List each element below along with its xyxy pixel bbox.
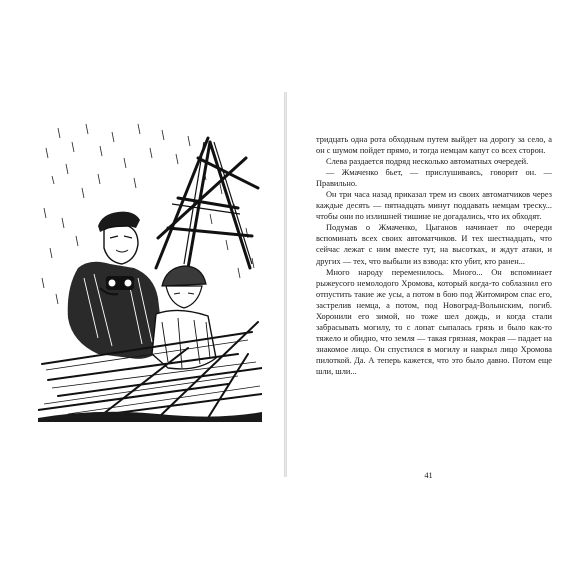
paragraph: — Жмаченко бьет, — прислушиваясь, говорит он. — Правильно. <box>316 168 552 189</box>
body-text <box>316 134 552 377</box>
paragraph: Подумав о Жмаченко, Цыганов начинает по очереди вспоминать всех своих автоматчиков. И тех шестнадцать, что сейчас лежат с ним вместе тут, на высотках, и ждут атаки, и других — тех, что выбыли из взвода: кто убит, кто ранен... <box>316 223 552 266</box>
right-page <box>287 92 570 480</box>
paragraph: Он три часа назад приказал трем из своих автоматчиков через каждые десять — пятнадцать минут поддавать немцам треску... чтобы они по излишней тишине не догадались, что их обходят. <box>316 190 552 222</box>
paragraph: тридцать одна рота обходным путем выйдет на дорогу за село, а он с шумом пойдет прямо, и тогда немцам капут со всех сторон. <box>316 135 552 156</box>
illustration-drawing <box>38 118 262 422</box>
paragraph: Много народу переменилось. Много... Он вспоминает рыжеусого немолодого Хромова, который когда-то соблазнил его отпустить такие же усы, а потом в бою под Житомиром спас его, застрелив немца, а потом, под Новоград-Волынским, погиб. Хоронили его зимой, но тоже шел дождь, и когда стали забрасывать могилу, то с лопат сыпалась грязь и было как-то тяжело и обидно, что земля — такая грязная, мокрая — падает на знакомое лицо. Он спустился в могилу и накрыл лицо Хромова пилоткой. Да. А теперь кажется, что это было давно. Потом еще шли, шли... <box>316 267 552 376</box>
illustration-soldiers-in-rain <box>38 118 262 422</box>
left-page <box>0 92 284 477</box>
page-number: 41 <box>424 471 433 480</box>
paragraph: Слева раздается подряд несколько автоматных очередей. <box>326 157 529 167</box>
